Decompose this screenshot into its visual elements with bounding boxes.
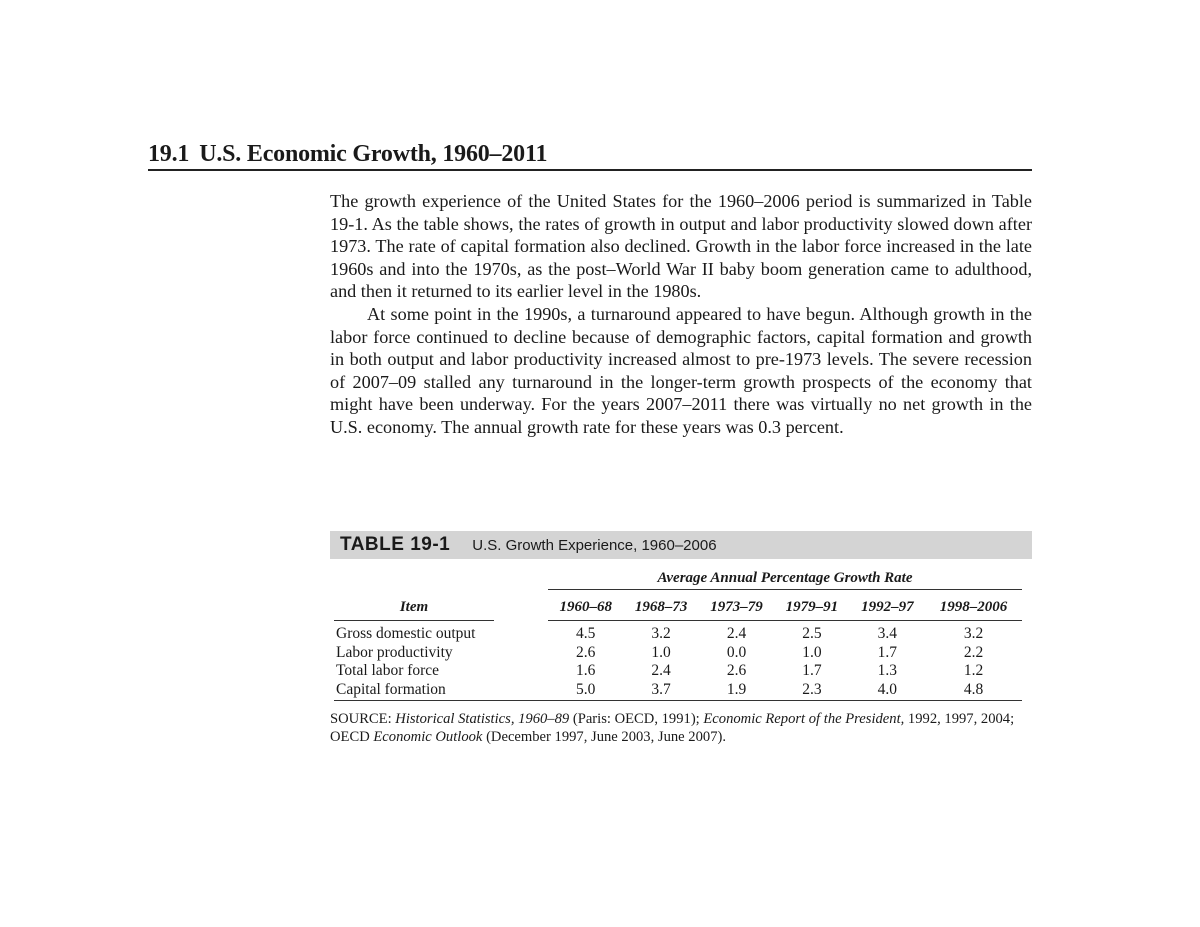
row-label: Gross domestic output [336,625,476,642]
table-cell: 3.7 [623,681,698,701]
column-header: 1973–79 [699,590,774,621]
table-row [334,621,1022,644]
column-header: 1968–73 [623,590,698,621]
table-cell: 1.9 [699,681,774,701]
table-row [334,681,1022,701]
table-row [334,662,1022,681]
source-text-3: (December 1997, June 2003, June 2007). [482,729,726,745]
table-cell: 1.0 [651,643,671,661]
column-header: 1960–68 [548,590,623,621]
row-label: Labor productivity [336,643,453,661]
table-cell: 3.2 [651,625,671,642]
row-label: Capital formation [334,681,494,701]
table-cell: 2.2 [963,643,984,661]
gap-cell [494,621,548,644]
table-title-bar [330,531,1032,559]
table-19-1 [330,531,1032,746]
gap-header-cell [494,565,548,590]
column-header: 1998–2006 [925,590,1022,621]
gap-cell [494,681,548,701]
table-cell: 2.6 [576,643,596,661]
growth-table [334,565,1022,701]
table-label: TABLE 19-1 [340,534,451,555]
table-cell: 1.7 [802,662,822,679]
row-label: Total labor force [336,662,440,679]
column-header: 1979–91 [774,590,849,621]
table-cell: 1.6 [576,662,596,679]
source-title-1: Historical Statistics, 1960–89 [395,711,570,727]
table-cell: 2.4 [726,625,747,642]
table-cell: 2.3 [774,681,849,701]
table-cell: 4.0 [850,681,925,701]
table-cell: 5.0 [548,681,623,701]
table-caption: U.S. Growth Experience, 1960–2006 [472,536,717,554]
table-cell: 4.8 [925,681,1022,701]
source-note [330,710,1030,746]
section-number: 19.1 [148,141,190,167]
table-cell: 3.2 [963,625,984,642]
table-cell: 1.0 [802,643,822,661]
column-header: 1992–97 [850,590,925,621]
table-cell: 1.3 [877,662,898,679]
table-cell: 2.5 [802,625,822,642]
source-title-3: Economic Outlook [373,729,483,745]
table-cell: 4.5 [576,625,596,642]
gap-cell [494,644,548,663]
table-cell: 2.4 [651,662,671,679]
body-text [330,190,1032,439]
paragraph-2: At some point in the 1990s, a turnaround appeared to have begun. Although growth in the labor force continued to decline because of demographic factors, capital formation and growth in both output and labor productivity increased almost to pre-1973 levels. The severe recession of 2007–09 stalled any turnaround in the longer-term growth prospects of the economy that might have been underway. For the years 2007–2011 there was virtually no net growth in the U.S. economy. The annual growth rate for these years was 0.3 percent. [330,303,1032,437]
source-text-1: (Paris: OECD, 1991); [569,711,704,727]
table-cell: 0.0 [726,643,747,661]
table-cell: 1.7 [877,643,898,661]
source-title-2: Economic Report of the President, [703,711,905,727]
empty-header-cell [334,565,494,590]
gap-header-cell [494,590,548,621]
section-heading [148,140,1032,171]
table-row [334,644,1022,663]
source-prefix: SOURCE: [330,711,396,727]
table-cell: 2.6 [726,662,747,679]
span-header: Average Annual Percentage Growth Rate [548,565,1022,590]
section-title: U.S. Economic Growth, 1960–2011 [199,141,548,167]
gap-cell [494,662,548,681]
source-text-2: 1992, 1997, 2004; OECD [330,711,1015,745]
paragraph-1: The growth experience of the United States for the 1960–2006 period is summarized in Table 19-1. As the table shows, the rates of growth in output and labor productivity slowed down after 1973. The rate of capital formation also declined. Growth in the labor force increased in the late 1960s and into the 1970s, as the post–World War II baby boom generation came to adulthood, and then it returned to its earlier level in the 1980s. [330,191,1032,302]
table-cell: 3.4 [877,625,898,642]
item-column-header: Item [334,590,494,621]
table-cell: 1.2 [963,662,984,679]
